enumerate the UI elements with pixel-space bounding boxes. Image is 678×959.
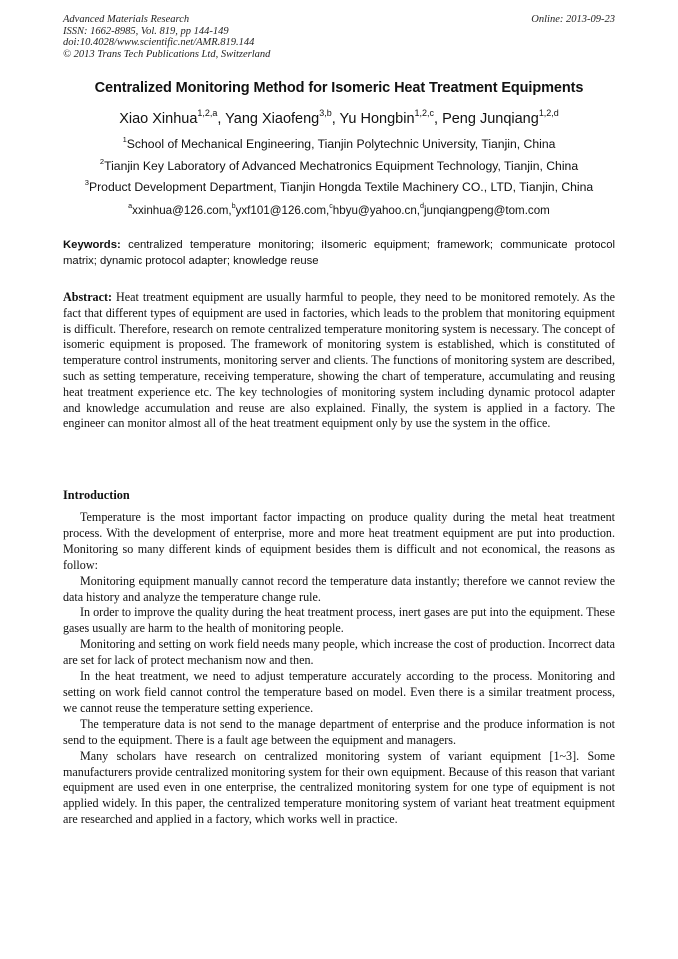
author-affil-mark: 1,2,d [538,107,559,118]
paragraph: In the heat treatment, we need to adjust temperature accurately according to the process. Monitoring and setting on work field cannot control the temperature based on model. Even there is a similar treatment process, we cannot reuse the temperature setting experience. [63,669,615,715]
affiliation-mark: 2 [99,156,105,166]
affiliation-text: Product Development Department, Tianjin Hongda Textile Machinery CO., LTD, Tianjin, China [88,180,594,194]
affiliation-1 [40,134,638,151]
affiliation-mark: 1 [122,134,127,144]
online-date: Online: 2013-09-23 [531,14,615,25]
author [119,107,226,127]
affiliation-text: Tianjin Key Laboratory of Advanced Mechatronics Equipment Technology, Tianjin, China [104,159,579,173]
author-affil-mark: 1,2,a [197,107,218,118]
author-list [40,107,638,127]
author-affil-mark: 1,2,c [414,107,434,118]
keywords-label: Keywords: [63,239,121,251]
email-address[interactable]: yxf101@126.com, [235,204,330,217]
affiliation-mark: 3 [84,177,89,187]
author-affil-mark: 3,b [319,107,332,118]
email-address[interactable]: hbyu@yahoo.cn, [332,204,420,217]
keywords-text: centralized temperature monitoring; iIsomeric equipment; framework; communicate protocol matrix; dynamic protocol adapter; knowledge reuse [63,239,615,267]
email-mark: a [128,201,133,211]
paragraph: Monitoring and setting on work field needs many people, which increase the cost of production. Incorrect data are set for lack of protect mechanism now and then. [63,637,615,668]
affiliation-2 [40,156,638,173]
email-mark: b [231,201,236,211]
author-name: Yu Hongbin [339,111,415,127]
paragraph: Many scholars have research on centralized monitoring system of variant equipment [1~3]. Some manufacturers provide centralized monitoring system for their own equipment. Because of this reason that variant equipment are used even in one enterprise, the centralized monitoring system for one type of equipment is not applied widely. In this paper, the centralized temperature monitoring system of variant heat treatment equipment are researched and applied in a factory, which works well in practice. [63,748,615,827]
doi-line[interactable]: doi:10.4028/www.scientific.net/AMR.819.144 [63,37,255,48]
email-address[interactable]: junqiangpeng@tom.com [423,204,550,217]
abstract-block [63,290,615,432]
author-name: Peng Junqiang [442,111,539,127]
email-list [40,201,638,217]
email-address[interactable]: xxinhua@126.com, [132,204,232,217]
author [339,107,443,127]
paragraph: In order to improve the quality during the heat treatment process, inert gases are put into the equipment. These gases usually are harm to the health of monitoring people. [63,605,615,636]
affiliation-3 [40,177,638,194]
email-mark: c [329,201,333,211]
author-separator: , [331,111,340,127]
paper-title: Centralized Monitoring Method for Isomeric Heat Treatment Equipments [94,80,584,96]
affiliation-text: School of Mechanical Engineering, Tianjin Polytechnic University, Tianjin, China [126,137,556,151]
author-name: Xiao Xinhua [119,111,198,127]
abstract-label: Abstract: [63,290,113,304]
copyright-line: © 2013 Trans Tech Publications Ltd, Switzerland [63,48,271,60]
journal-name: Advanced Materials Research [63,14,190,25]
paragraph: Monitoring equipment manually cannot record the temperature data instantly; therefore we cannot review the data history and analyze the temperature change rule. [63,573,615,604]
issn-line: ISSN: 1662-8985, Vol. 819, pp 144-149 [63,25,229,37]
journal-header [63,14,615,60]
introduction-body [63,510,615,828]
section-heading-introduction: Introduction [63,488,130,502]
author-name: Yang Xiaofeng [225,111,320,127]
author [225,107,340,127]
keywords-block [63,238,615,269]
abstract-text: Heat treatment equipment are usually harmful to people, they need to be monitored remotely. As the fact that different types of equipment are used in factories, which leads to the problem that monitoring equipment is difficult. Therefore, research on remote centralized temperature monitoring system is necessary. The concept of isomeric equipment is proposed. The framework of monitoring system is established, which is constituted of temperature control instruments, monitoring server and clients. The functions of monitoring system are described, such as setting temperature, receiving temperature, showing the chart of temperature, accumulating and reusing heat treatment experience etc. The key technologies of monitoring system including dynamic protocol adapter and knowledge accumulation and reuse are also explained. Finally, the system is applied in a factory. The engineer can monitor almost all of the heat treatment equipment only by use the system in the office. [63,290,615,431]
email-mark: d [419,201,424,211]
author-separator: , [434,111,443,127]
author [442,107,559,127]
author-separator: , [217,111,226,127]
paragraph: Temperature is the most important factor impacting on produce quality during the metal heat treatment process. With the development of enterprise, more and more heat treatment equipment are put into production. Monitoring so many different kinds of equipment besides them is difficult and not economical, the reasons as follow: [63,510,615,572]
paragraph: The temperature data is not send to the manage department of enterprise and the produce information is not send to the equipment. There is a fault age between the equipment and managers. [63,716,615,747]
